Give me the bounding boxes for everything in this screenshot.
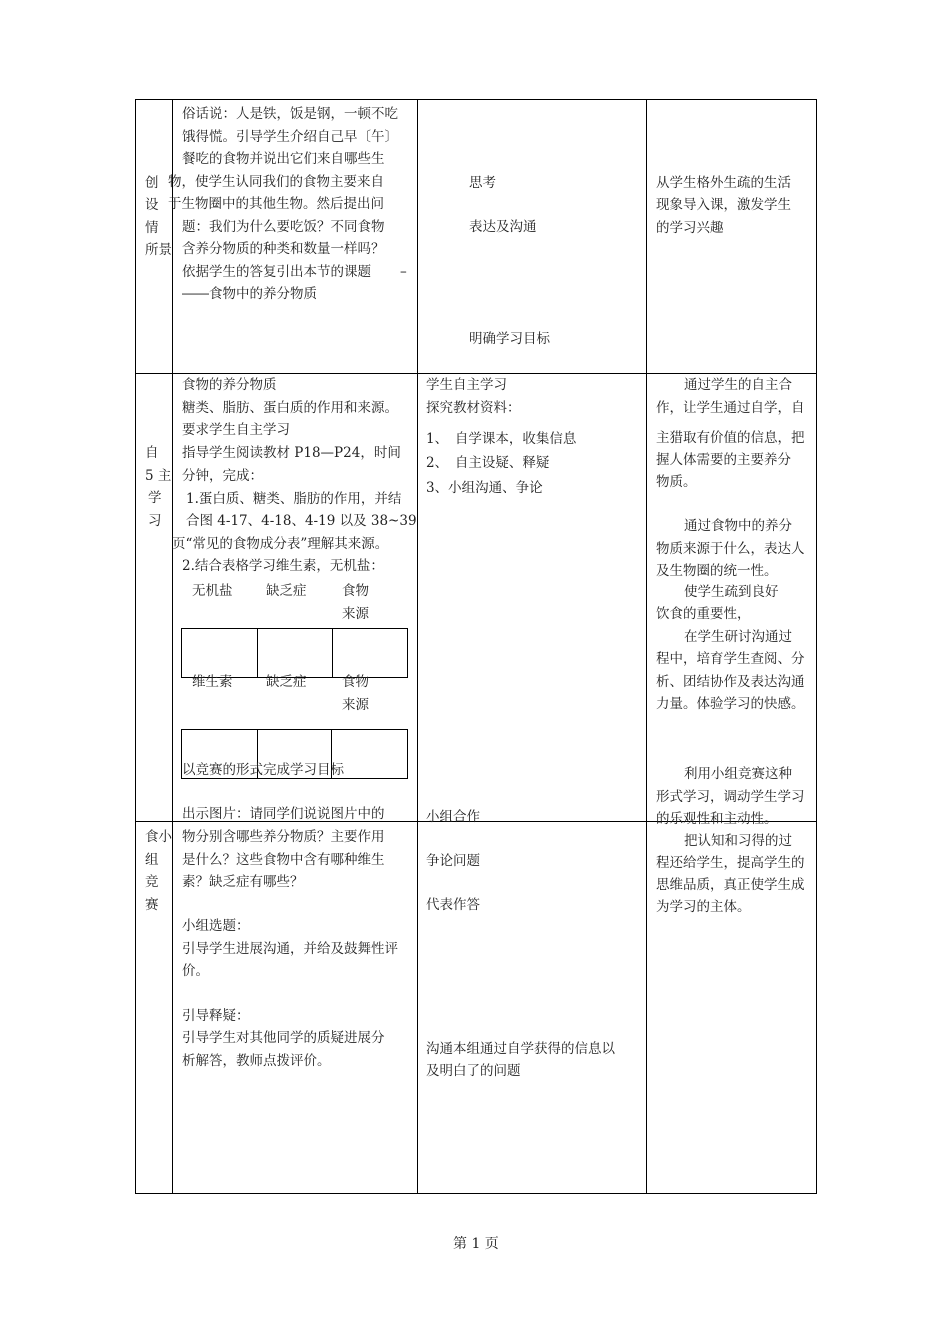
section2-content-line: 分钟，完成： xyxy=(182,468,263,484)
mini-table1-header: 食物 xyxy=(342,583,369,599)
col-divider-2 xyxy=(417,99,418,1194)
section1-intent-line: 现象导入课，激发学生 xyxy=(656,197,791,213)
section1-content-line: ――食物中的养分物质 xyxy=(182,286,317,302)
section1-content-line: 餐吃的食物并说出它们来自哪些生 xyxy=(182,151,385,167)
section2-intent-line: 在学生研讨沟通过 xyxy=(684,629,792,645)
section2-intent-line: 握人体需要的主要养分 xyxy=(656,452,791,468)
section3-intent-line: 为学习的主体。 xyxy=(656,899,751,915)
section1-student-activity: 明确学习目标 xyxy=(469,331,550,347)
table-bottom-border xyxy=(135,1193,817,1194)
section3-student-activity: 代表作答 xyxy=(426,897,480,913)
section3-label: 竞 xyxy=(145,874,159,890)
section2-intent-line: 使学生疏到良好 xyxy=(684,584,779,600)
section2-label: 学 xyxy=(148,490,162,506)
section1-label: 设 xyxy=(145,197,159,213)
section3-label: 赛 xyxy=(145,897,159,913)
section3-content-line: 小组选题： xyxy=(182,918,250,934)
section2-student-activity: 探究教材资料： xyxy=(426,400,521,416)
section3-label: 食小 xyxy=(145,829,172,845)
section3-student-activity: 争论问题 xyxy=(426,853,480,869)
section3-label: 组 xyxy=(145,852,159,868)
section2-intent-line: 的乐观性和主动性。 xyxy=(656,811,778,827)
section2-intent-line: 形式学习，调动学生学习 xyxy=(656,789,805,805)
section3-content-line: 素？缺乏症有哪些？ xyxy=(182,874,304,890)
section1-student-activity: 表达及沟通 xyxy=(469,219,537,235)
section2-intent-line: 力量。体验学习的快感。 xyxy=(656,696,805,712)
section2-content-line: 指导学生阅读教材 P18—P24，时间 xyxy=(182,445,401,461)
section2-intent-line: 利用小组竞赛这种 xyxy=(684,766,792,782)
section2-intent-line: 主猎取有价值的信息，把 xyxy=(656,430,805,446)
section1-content-line: 含养分物质的种类和数量一样吗？ xyxy=(182,241,385,257)
page-number: 第 1 页 xyxy=(453,1236,499,1252)
section2-intent-line: 及生物圈的统一性。 xyxy=(656,563,778,579)
mini-table1-header: 缺乏症 xyxy=(266,583,307,599)
section3-content-line: 引导释疑： xyxy=(182,1008,250,1024)
table-top-border xyxy=(135,99,817,100)
section3-content-line: 引导学生进展沟通，并给及鼓舞性评 xyxy=(182,941,398,957)
section2-intent-line: 程中，培育学生查阅、分 xyxy=(656,651,805,667)
section2-content-line: 2.结合表格学习维生素，无机盐： xyxy=(182,558,384,574)
section1-label: 所景 xyxy=(145,242,172,258)
section2-intent-line: 作，让学生通过自学，自 xyxy=(656,400,805,416)
section2-intent-line: 通过食物中的养分 xyxy=(684,518,792,534)
section2-content-line: 1.蛋白质、糖类、脂肪的作用，并结 xyxy=(186,491,402,507)
section2-content-line: 合图 4-17、4-18、4-19 以及 38~39 xyxy=(186,513,417,529)
section2-content-line: 页“常见的食物成分表”理解其来源。 xyxy=(172,536,389,552)
section2-intent-line: 物质来源于什么，表达人 xyxy=(656,541,805,557)
col-divider-3 xyxy=(646,99,647,1194)
section3-student-activity: 沟通本组通过自学获得的信息以 xyxy=(426,1041,615,1057)
competition-line: 以竞赛的形式完成学习目标 xyxy=(182,762,344,778)
section1-label: 情 xyxy=(145,220,159,236)
mini-table2-header: 食物 xyxy=(342,674,369,690)
section2-intent-line: 饮食的重要性， xyxy=(656,606,751,622)
section3-content-line: 析解答，教师点拨评价。 xyxy=(182,1053,331,1069)
section2-intent-line: 通过学生的自主合 xyxy=(684,377,792,393)
section2-label: 自 xyxy=(145,445,159,461)
section1-content-line: 饿得慌。引导学生介绍自己早〔午〕 xyxy=(182,129,398,145)
section1-student-activity: 思考 xyxy=(469,175,496,191)
mini-table2-header: 来源 xyxy=(342,697,369,713)
col-border-right xyxy=(816,99,817,1194)
section2-content-line: 食物的养分物质 xyxy=(182,377,277,393)
section1-intent-line: 从学生格外生疏的生活 xyxy=(656,175,791,191)
section1-content-line: 依据学生的答复引出本节的课题 xyxy=(182,264,371,280)
mini-table1-header: 来源 xyxy=(342,606,369,622)
section1-content-line: 物，使学生认同我们的食物主要来自 xyxy=(168,174,384,190)
section2-student-activity: 2、 自主设疑、释疑 xyxy=(426,455,550,471)
section3-intent-line: 程还给学生，提高学生的 xyxy=(656,855,805,871)
section3-intent-line: 思维品质，真正使学生成 xyxy=(656,877,805,893)
section1-label: 创 xyxy=(145,175,159,191)
mini-table2-header: 维生素 xyxy=(192,674,233,690)
section1-intent-line: 的学习兴趣 xyxy=(656,220,724,236)
section3-student-activity: 及明白了的问题 xyxy=(426,1063,521,1079)
picture-line: 出示图片：请同学们说说图片中的 xyxy=(182,806,385,822)
section1-content-line: 于生物圈中的其他生物。然后提出问 xyxy=(168,196,384,212)
section1-content-line: 题：我们为什么要吃饭？不同食物 xyxy=(182,219,385,235)
section2-intent-line: 析、团结协作及表达沟通 xyxy=(656,674,805,690)
section1-content-line: 俗话说：人是铁，饭是钢，一顿不吃 xyxy=(182,106,398,122)
mini-table1-header: 无机盐 xyxy=(192,583,233,599)
section2-label: 习 xyxy=(148,513,162,529)
section3-content-line: 物分别含哪些养分物质？主要作用 xyxy=(182,829,385,845)
section3-student-activity: 小组合作 xyxy=(426,809,480,825)
section2-intent-line: 物质。 xyxy=(656,474,697,490)
section2-content-line: 要求学生自主学习 xyxy=(182,422,290,438)
section2-label: 5 主 xyxy=(145,468,172,484)
section3-content-line: 价。 xyxy=(182,963,209,979)
col-border-left xyxy=(135,99,136,1194)
section3-content-line: 引导学生对其他同学的质疑进展分 xyxy=(182,1030,385,1046)
section2-student-activity: 学生自主学习 xyxy=(426,377,507,393)
section3-intent-line: 把认知和习得的过 xyxy=(684,833,792,849)
section1-content-dash: – xyxy=(400,264,407,280)
col-divider-1 xyxy=(172,99,173,1194)
section2-content-line: 糖类、脂肪、蛋白质的作用和来源。 xyxy=(182,400,398,416)
section2-student-activity: 1、 自学课本，收集信息 xyxy=(426,431,577,447)
mini-table2-header: 缺乏症 xyxy=(266,674,307,690)
section2-student-activity: 3、小组沟通、争论 xyxy=(426,480,543,496)
section3-content-line: 是什么？这些食物中含有哪种维生 xyxy=(182,852,385,868)
